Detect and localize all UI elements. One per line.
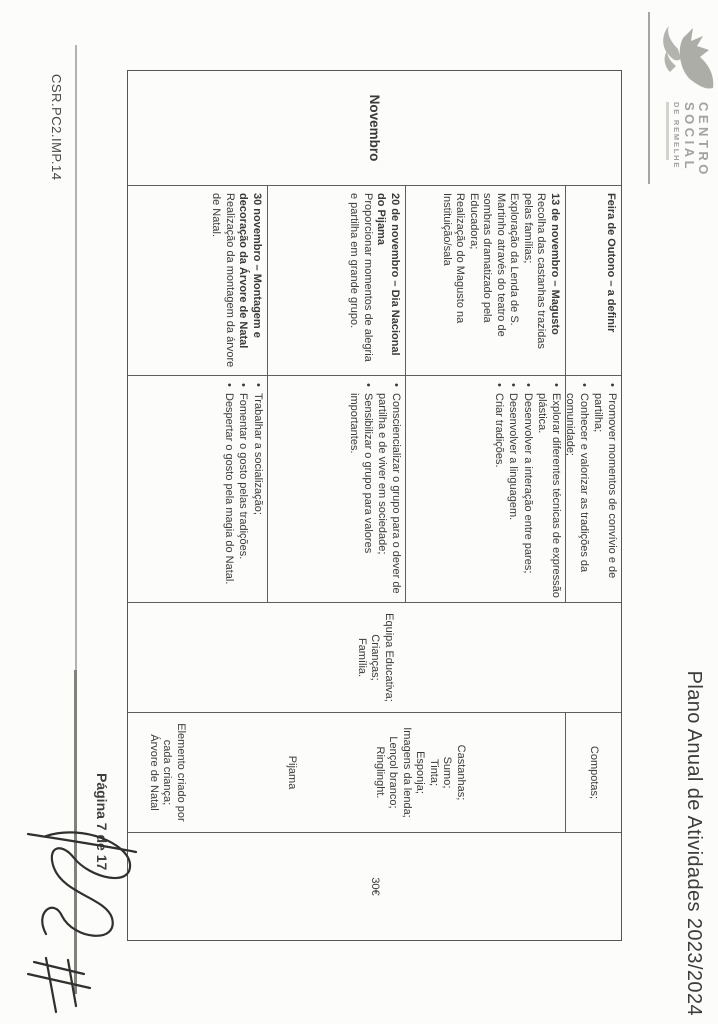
material-line: Imagens da lenda;: [401, 727, 413, 818]
objective-item: • Promover momentos de convívio e de partilha;: [591, 378, 618, 598]
activity-desc-line: Realização da montagem da árvore de Natal.: [210, 193, 236, 368]
materials-group-pijama: [285, 756, 299, 790]
objective-item: • Sensibilizar o grupo para valores importantes.: [347, 378, 374, 598]
participants-cell: [128, 603, 621, 713]
scan-blob-artifact: [684, 594, 706, 626]
participant-line: Equipa Educativa;: [382, 613, 395, 702]
objective-item: • Fomentar o gosto pelas tradições.: [236, 378, 250, 598]
budget-cell: 30€: [369, 877, 382, 896]
activity-cell: [405, 186, 565, 376]
material-line: Compotas;: [588, 745, 601, 800]
objectives-cell: [405, 376, 565, 603]
activity-desc-line: Realização do Magusto na Instituição/sala: [441, 193, 467, 324]
doc-title: Plano Anual de Atividades 2023/2024: [683, 670, 705, 1016]
materials-group-magusto: [373, 727, 468, 818]
org-logo: [660, 16, 716, 178]
objectives-cell: [565, 376, 621, 603]
objective-item: • Despertar o gosto pela magia do Natal.: [222, 378, 236, 598]
materials-group-natal: [147, 713, 188, 832]
objective-item: • Criar tradições.: [492, 378, 506, 598]
activity-title: Feira de Outono – a definir: [605, 193, 617, 333]
materials-cell: [565, 713, 621, 833]
org-name-line2: SOCIAL: [682, 102, 697, 173]
signature-scribble: [0, 816, 146, 1024]
org-name-line3: DE REMELHE: [672, 102, 681, 170]
material-line: Sumo;: [441, 756, 454, 789]
material-line: Pijama: [286, 755, 299, 790]
objective-item: • Explorar diferentes técnicas de expressão plástica.: [535, 378, 562, 598]
objective-item: • Trabalhar a socialização;: [251, 378, 265, 598]
material-line: Castanhas;: [455, 744, 467, 801]
objectives-cell: [128, 376, 267, 603]
material-line: Lençol branco;: [387, 736, 400, 809]
activity-cell: [267, 186, 405, 376]
material-line: Ringlinght.: [374, 746, 386, 799]
activity-title: 30 novembro – Montagem e decoração da Árvore de Natal: [237, 193, 263, 349]
activity-title: 20 de novembro – Dia Nacional do Pijama: [375, 193, 401, 356]
participant-line: Família.: [355, 637, 368, 678]
doc-code: CSR.PC2.IMP.14: [49, 74, 64, 181]
material-line: Esponja;: [414, 751, 427, 794]
month-cell: Novembro: [128, 71, 621, 186]
objective-item: • Desenvolver a interação entre pares;: [521, 378, 535, 598]
activity-title: 13 de novembro – Magusto: [549, 193, 561, 335]
materials-cell-merged: [128, 713, 565, 833]
participant-line: Crianças;: [369, 634, 382, 681]
org-name: [666, 102, 710, 178]
objective-item: • Conhecer e valorizar as tradições da comunidade;: [565, 378, 590, 598]
activity-desc-line: Proporcionar momentos de alegria e partilha em grande grupo.: [348, 193, 374, 362]
activity-cell: [565, 186, 621, 376]
material-line: Árvore de Natal: [148, 734, 160, 811]
objective-item: • Consciencializar o grupo para o dever de partilha e de viver em sociedade;: [375, 378, 402, 598]
activity-desc-line: Exploração da Lenda de S. Martinho através do teatro de sombras dramatizado pela Educadora;: [468, 193, 521, 337]
logo-tagline-bar: [666, 102, 669, 160]
page-number: Página 7 de 17: [94, 773, 110, 871]
org-logo-hand-icon: [660, 16, 716, 98]
material-line: Tinta;: [428, 758, 440, 787]
objective-item: • Desenvolver a linguagem.: [506, 378, 520, 598]
material-line: Elemento criado por cada criança;: [161, 723, 187, 822]
activity-desc-line: Recolha das castanhas trazidas pelas famílias;: [522, 193, 548, 349]
activities-table: [127, 70, 622, 941]
objectives-cell: [267, 376, 405, 603]
org-name-line1: CENTRO: [696, 102, 711, 178]
activity-cell: [128, 186, 267, 376]
